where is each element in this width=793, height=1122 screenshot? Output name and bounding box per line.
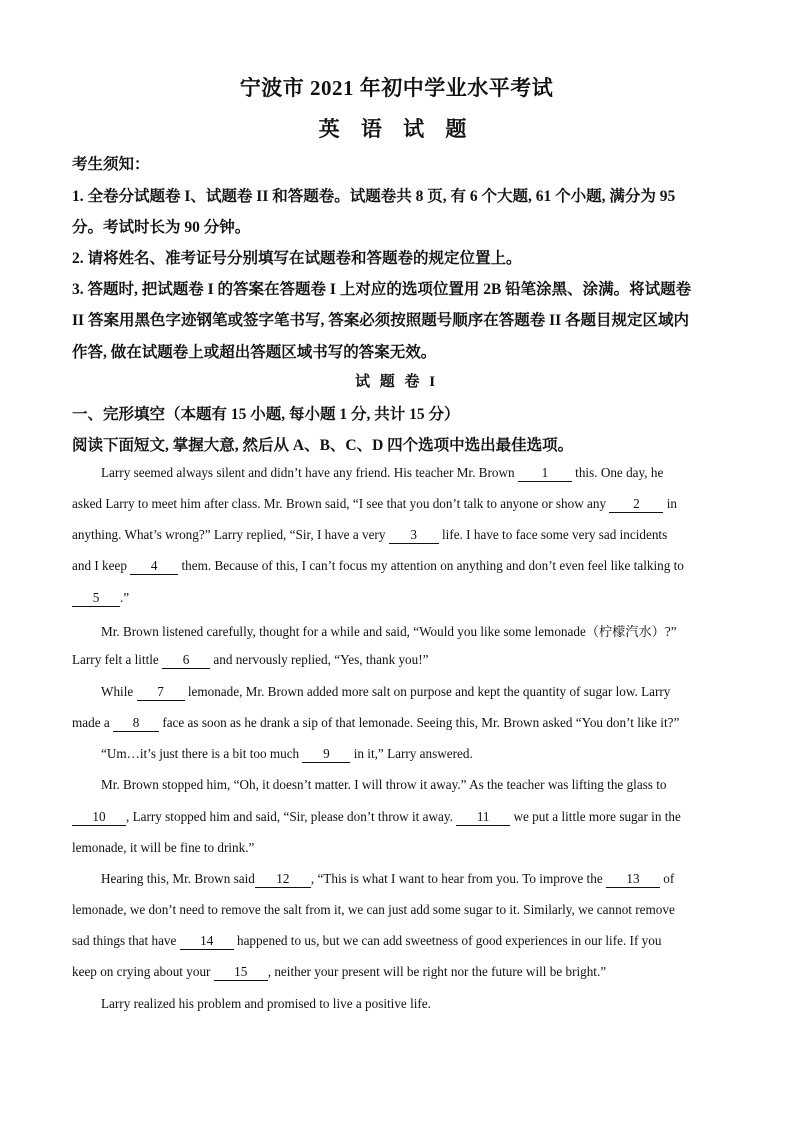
passage-line-14: Hearing this, Mr. Brown said 12 , “This is what I want to hear from you. To improve the 13 of <box>101 871 675 886</box>
passage-line-2: asked Larry to meet him after class. Mr. Brown said, “I see that you don’t talk to anyone or show any 2 in <box>72 496 677 511</box>
passage-line-18: Larry realized his problem and promised to live a positive life. <box>101 996 431 1011</box>
passage-line-4: and I keep 4 them. Because of this, I can’t focus my attention on anything and don’t even feel like talking to <box>72 558 684 573</box>
passage-line-12: 10 , Larry stopped him and said, “Sir, please don’t throw it away. 11 we put a little more sugar in the <box>72 809 720 826</box>
passage-line-7: Larry felt a little 6 and nervously replied, “Yes, thank you!” <box>72 652 429 667</box>
notice-item-1a: 1. 全卷分试题卷 I、试题卷 II 和答题卷。试题卷共 8 页, 有 6 个大题, 61 个小题, 满分为 95 <box>72 188 676 205</box>
passage-line-11: Mr. Brown stopped him, “Oh, it doesn’t matter. I will throw it away.” As the teacher was lifting the glass to <box>101 777 667 792</box>
blank-11: 11 <box>456 809 510 826</box>
passage-line-5: 5 .” <box>72 590 720 607</box>
notice-item-3c: 作答, 做在试题卷上或超出答题区域书写的答案无效。 <box>72 344 437 361</box>
passage-line-3: anything. What’s wrong?” Larry replied, “Sir, I have a very 3 life. I have to face some very sad incidents <box>72 527 668 542</box>
blank-6: 6 <box>162 652 210 669</box>
passage-line-6: Mr. Brown listened carefully, thought for a while and said, “Would you like some lemonade（柠檬汽水）?” <box>101 624 677 639</box>
passage-line-1: Larry seemed always silent and didn’t have any friend. His teacher Mr. Brown 1 this. One day, he <box>101 465 664 480</box>
blank-10: 10 <box>72 809 126 826</box>
blank-13: 13 <box>606 871 660 888</box>
paper-label: 试 题 卷 I <box>354 374 439 390</box>
part-instruction: 阅读下面短文, 掌握大意, 然后从 A、B、C、D 四个选项中选出最佳选项。 <box>72 437 574 454</box>
blank-4: 4 <box>130 558 178 575</box>
passage-line-13: lemonade, it will be fine to drink.” <box>72 840 255 855</box>
blank-2: 2 <box>609 496 663 513</box>
blank-9: 9 <box>302 746 350 763</box>
blank-15: 15 <box>214 964 268 981</box>
blank-14: 14 <box>180 933 234 950</box>
passage-line-10: “Um…it’s just there is a bit too much 9 in it,” Larry answered. <box>101 746 473 761</box>
notice-item-3a: 3. 答题时, 把试题卷 I 的答案在答题卷 I 上对应的选项位置用 2B 铅笔涂黑、涂满。将试题卷 <box>72 281 692 298</box>
part-title: 一、完形填空（本题有 15 小题, 每小题 1 分, 共计 15 分） <box>72 406 460 423</box>
notice-heading: 考生须知： <box>72 156 150 173</box>
notice-item-3b: II 答案用黑色字迹钢笔或签字笔书写, 答案必须按照题号顺序在答题卷 II 各题目规定区域内 <box>72 312 690 329</box>
passage-line-17: keep on crying about your 15 , neither your present will be right nor the future will be bright.” <box>72 964 607 979</box>
blank-5: 5 <box>72 590 120 607</box>
passage-line-8: While 7 lemonade, Mr. Brown added more salt on purpose and kept the quantity of sugar low. Larry <box>101 684 671 699</box>
passage-line-15: lemonade, we don’t need to remove the salt from it, we can just add some sugar to it. Similarly, we cannot remove <box>72 902 675 917</box>
blank-8: 8 <box>113 715 159 732</box>
blank-12: 12 <box>255 871 311 888</box>
passage-line-9: made a 8 face as soon as he drank a sip of that lemonade. Seeing this, Mr. Brown asked “You don’t like it?” <box>72 715 680 730</box>
blank-3: 3 <box>389 527 439 544</box>
notice-item-2: 2. 请将姓名、准考证号分别填写在试题卷和答题卷的规定位置上。 <box>72 250 522 267</box>
passage-line-16: sad things that have 14 happened to us, but we can add sweetness of good experiences in our life. If you <box>72 933 662 948</box>
notice-item-1b: 分。考试时长为 90 分钟。 <box>72 219 251 236</box>
blank-1: 1 <box>518 465 572 482</box>
blank-7: 7 <box>137 684 185 701</box>
exam-subtitle: 英 语 试 题 <box>318 117 475 141</box>
exam-title: 宁波市 2021 年初中学业水平考试 <box>239 76 554 100</box>
